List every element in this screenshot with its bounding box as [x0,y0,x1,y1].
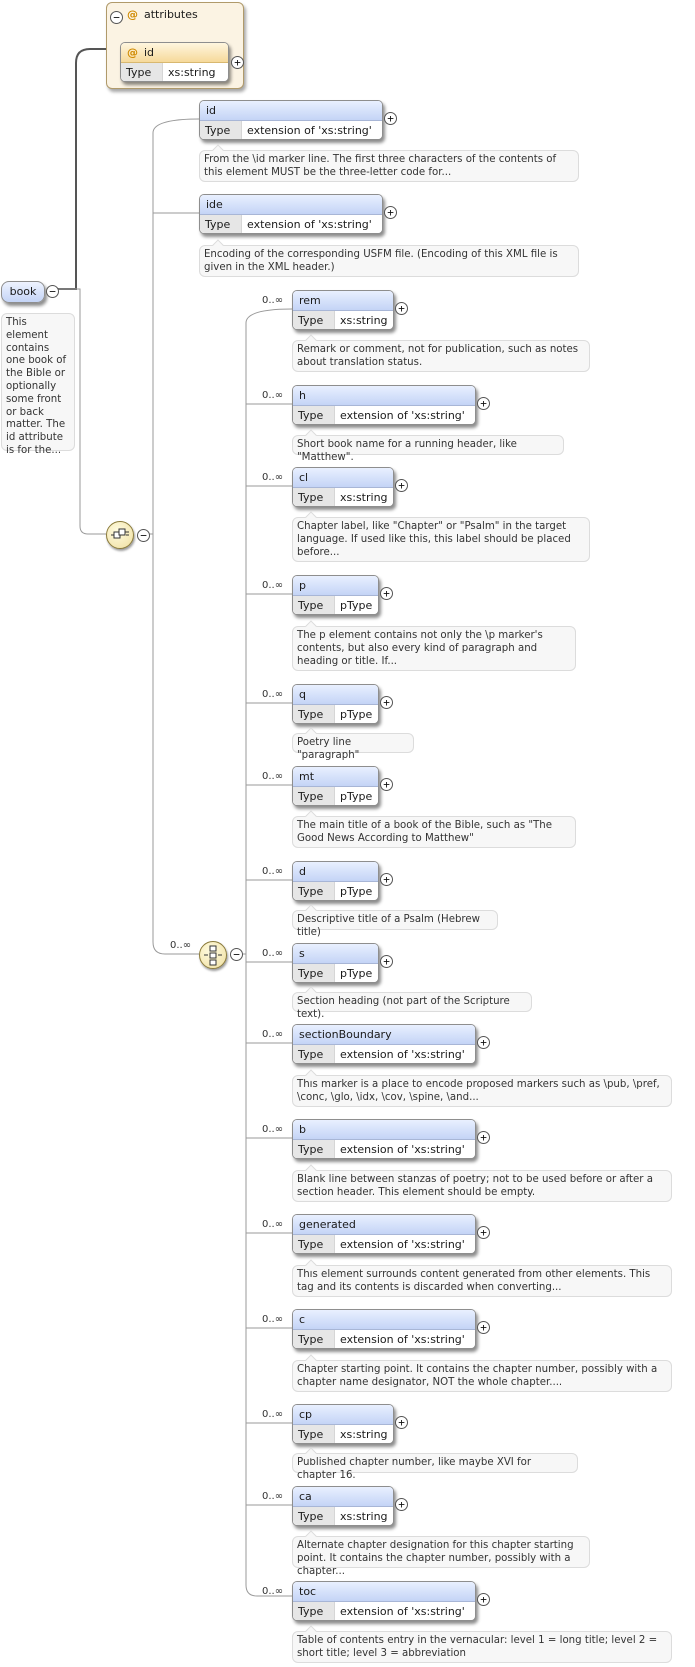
element-name: sectionBoundary [293,1025,475,1045]
type-value: extension of 'xs:string' [340,1238,465,1251]
element-doc-card [292,626,576,671]
element-doc-text: From the \id marker line. The first three characters of the contents of this element MUST be the three-letter code for... [204,154,557,178]
element-doc-card [292,816,576,848]
occurrence-label: 0..∞ [170,940,192,951]
element-c-box[interactable] [292,1309,476,1349]
element-name: mt [293,767,378,787]
type-label: Type [293,311,335,330]
occurrence-label: 0..∞ [262,1491,284,1502]
type-label: Type [293,1330,335,1349]
root-element-book[interactable] [1,281,45,303]
type-value: xs:string [340,1428,388,1441]
element-doc-card [292,1360,672,1392]
attribute-id-box[interactable] [120,42,229,82]
element-toc-box[interactable] [292,1581,476,1621]
element-doc-text: Blank line between stanzas of poetry; not to be used before or after a section header. This element should be empty. [297,1174,653,1198]
element-name: rem [293,291,393,311]
type-label: Type [293,1045,335,1064]
type-value: pType [340,599,373,612]
element-doc-card [292,435,564,463]
type-label: Type [293,596,335,615]
collapse-icon[interactable]: − [230,948,243,961]
occurrence-label: 0..∞ [262,1124,284,1135]
element-name: id [200,101,382,121]
occurrence-label: 0..∞ [262,1586,284,1597]
element-q-box[interactable] [292,684,379,724]
element-doc-text: Section heading (not part of the Scripture text). [297,996,510,1020]
occurrence-label: 0..∞ [262,771,284,782]
type-value: extension of 'xs:string' [247,124,372,137]
type-value: xs:string [340,314,388,327]
type-label: Type [293,1425,335,1444]
element-cl-box[interactable] [292,467,394,507]
occurrence-label: 0..∞ [262,689,284,700]
expand-icon[interactable]: + [380,955,393,968]
element-doc-text: Short book name for a running header, like "Matthew". [297,439,517,463]
element-doc-text: Table of contents entry in the vernacular: level 1 = long title; level 2 = short title; level 3 = abbreviation [297,1635,658,1659]
element-d-box[interactable] [292,861,379,901]
type-label: Type [293,1140,335,1159]
element-name: c [293,1310,475,1330]
element-ide-box[interactable] [199,194,383,234]
expand-icon[interactable]: + [380,873,393,886]
expand-icon[interactable]: + [395,302,408,315]
occurrence-label: 0..∞ [262,1029,284,1040]
expand-icon[interactable]: + [477,1321,490,1334]
expand-icon[interactable]: + [477,1131,490,1144]
expand-icon[interactable]: + [395,1416,408,1429]
element-cp-box[interactable] [292,1404,394,1444]
element-doc-text: The p element contains not only the \p marker's contents, but also every kind of paragraph and heading or title. If... [297,630,543,667]
element-doc-card [292,1265,672,1297]
type-value: pType [340,708,373,721]
element-doc-card [292,1075,672,1107]
type-value: extension of 'xs:string' [340,1048,465,1061]
element-id-box[interactable] [199,100,383,140]
type-value: extension of 'xs:string' [340,1605,465,1618]
type-label: Type [293,964,335,983]
type-label: Type [200,215,242,234]
attributes-label: attributes [144,8,198,21]
element-doc-text: This element surrounds content generated from other elements. This tag and its contents is discarded when converting... [297,1269,651,1293]
expand-icon[interactable]: + [477,1036,490,1049]
element-doc-card [199,245,579,277]
collapse-icon[interactable]: − [110,11,123,24]
occurrence-label: 0..∞ [262,472,284,483]
element-generated-box[interactable] [292,1214,476,1254]
expand-icon[interactable]: + [380,696,393,709]
element-doc-card [292,992,532,1020]
occurrence-label: 0..∞ [262,1314,284,1325]
root-doc-card [1,313,75,456]
attribute-icon: @ [127,46,138,59]
element-rem-box[interactable] [292,290,394,330]
type-value: extension of 'xs:string' [340,1333,465,1346]
type-label: Type [293,488,335,507]
element-name: d [293,862,378,882]
choice-compositor-icon[interactable] [199,941,227,969]
attribute-name: id [144,46,155,59]
attribute-icon: @ [127,8,138,21]
element-doc-text: Chapter starting point. It contains the chapter number, possibly with a chapter name designator, NOT the whole chapter.... [297,1364,658,1388]
occurrence-label: 0..∞ [262,948,284,959]
type-value: xs:string [340,1510,388,1523]
element-name: toc [293,1582,475,1602]
element-name: ide [200,195,382,215]
type-label: Type [293,406,335,425]
expand-icon[interactable]: + [384,112,397,125]
type-value: extension of 'xs:string' [340,1143,465,1156]
type-label: Type [200,121,242,140]
type-value: extension of 'xs:string' [340,409,465,422]
element-doc-card [292,1631,672,1663]
element-doc-card [292,1453,578,1481]
type-label: Type [293,705,335,724]
type-value: xs:string [340,491,388,504]
element-name: cp [293,1405,393,1425]
element-mt-box[interactable] [292,766,379,806]
element-doc-text: Chapter label, like "Chapter" or "Psalm" in the target language. If used like this, this label should be placed before... [297,521,571,558]
element-doc-card [292,340,590,372]
element-doc-card [292,733,414,761]
element-name: b [293,1120,475,1140]
element-doc-text: Remark or comment, not for publication, such as notes about translation status. [297,344,579,368]
collapse-icon[interactable]: − [46,285,59,298]
occurrence-label: 0..∞ [262,1409,284,1420]
element-s-box[interactable] [292,943,379,983]
expand-icon[interactable]: + [395,1498,408,1511]
expand-icon[interactable]: + [380,587,393,600]
type-value: pType [340,885,373,898]
element-doc-card [292,517,590,562]
element-doc-card [292,1170,672,1202]
element-doc-text: Alternate chapter designation for this chapter starting point. It contains the chapter number, possibly with a chapter... [297,1540,574,1577]
type-value: pType [340,967,373,980]
element-name: ca [293,1487,393,1507]
occurrence-label: 0..∞ [262,390,284,401]
type-label: Type [293,787,335,806]
element-doc-text: The main title of a book of the Bible, such as "The Good News According to Matthew" [297,820,553,844]
expand-icon[interactable]: + [384,206,397,219]
element-doc-text: Encoding of the corresponding USFM file. (Encoding of this XML file is given in the XML header.) [204,249,558,273]
element-p-box[interactable] [292,575,379,615]
type-label: Type [121,63,163,82]
element-name: p [293,576,378,596]
occurrence-label: 0..∞ [262,1219,284,1230]
element-b-box[interactable] [292,1119,476,1159]
element-doc-card [292,1536,590,1577]
occurrence-label: 0..∞ [262,295,284,306]
root-element-name: book [9,285,37,298]
type-label: Type [293,1235,335,1254]
element-doc-text: Poetry line "paragraph" [297,737,360,761]
type-value: extension of 'xs:string' [247,218,372,231]
type-value: pType [340,790,373,803]
type-label: Type [293,882,335,901]
element-doc-text: Descriptive title of a Psalm (Hebrew title) [297,914,481,938]
element-name: q [293,685,378,705]
element-name: h [293,386,475,406]
root-doc-text: This element contains one book of the Bible or optionally some front or back matter. The id attribute is for the... [6,317,67,456]
element-doc-card [292,910,498,938]
expand-icon[interactable]: + [477,1226,490,1239]
expand-icon[interactable]: + [395,479,408,492]
type-value: xs:string [168,66,216,79]
element-h-box[interactable] [292,385,476,425]
element-doc-card [199,150,579,182]
element-name: generated [293,1215,475,1235]
expand-icon[interactable]: + [380,778,393,791]
expand-icon[interactable]: + [477,397,490,410]
element-ca-box[interactable] [292,1486,394,1526]
attributes-group [106,2,244,89]
element-sectionboundary-box[interactable] [292,1024,476,1064]
collapse-icon[interactable]: − [137,529,150,542]
element-name: s [293,944,378,964]
occurrence-label: 0..∞ [262,866,284,877]
element-name: cl [293,468,393,488]
type-label: Type [293,1602,335,1621]
sequence-compositor-icon[interactable] [106,521,134,549]
type-label: Type [293,1507,335,1526]
element-doc-text: Published chapter number, like maybe XVI for chapter 16. [297,1457,532,1481]
expand-icon[interactable]: + [477,1593,490,1606]
expand-icon[interactable]: + [231,56,244,69]
element-doc-text: This marker is a place to encode proposed markers such as \pub, \pref, \conc, \glo, \idx, \cov, \spine, \and... [297,1079,660,1103]
occurrence-label: 0..∞ [262,580,284,591]
